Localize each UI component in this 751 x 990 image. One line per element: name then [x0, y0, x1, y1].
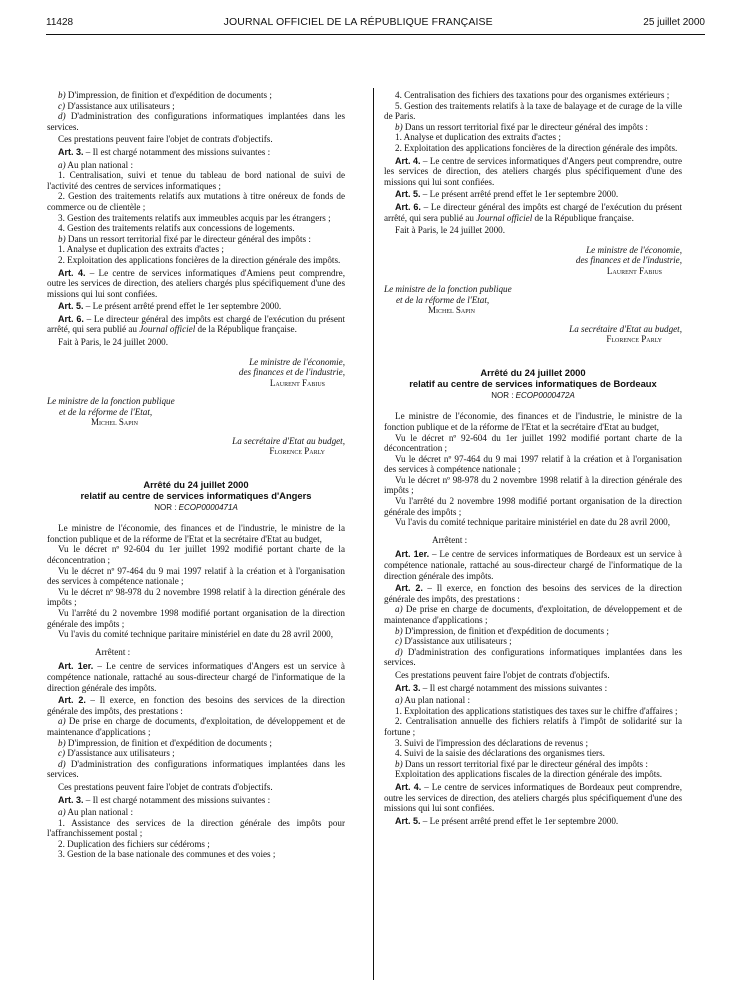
article-2: Art. 2. – Il exerce, en fonction des besoins des services de la direction générale des impôts, des prestations :	[47, 695, 345, 716]
signature-block: Le ministre de la fonction publique et de la réforme de l'Etat, Michel Sapin	[384, 284, 512, 316]
signature-block: La secrétaire d'Etat au budget, Florence Parly	[232, 435, 345, 457]
paragraph: Ces prestations peuvent faire l'objet de contrats d'objectifs.	[58, 781, 273, 792]
paragraph: a) De prise en charge de documents, d'exploitation, de développement et de maintenance d'applications ;	[384, 604, 683, 625]
paragraph: d) D'administration des configurations informatiques implantées dans les services.	[47, 758, 345, 780]
paragraph: a) Au plan national :	[395, 695, 471, 706]
signature-block: Le ministre de la fonction publique et de la réforme de l'Etat, Michel Sapin	[47, 396, 175, 428]
article-6: Art. 6. – Le directeur général des impôts est chargé de l'exécution du présent arrêté, qui sera publié au Journal officiel de la République française.	[384, 201, 682, 223]
visa: Vu le décret nº 97-464 du 9 mai 1997 relatif à la création et à l'organisation des services à compétence nationale ;	[47, 565, 345, 587]
paragraph: 2. Centralisation annuelle des fichiers relatifs à l'impôt de solidarité sur la fortune ;	[384, 716, 682, 737]
paragraph: 4. Suivi de la saisie des déclarations des organismes tiers.	[395, 748, 605, 759]
preamble: Le ministre de l'économie, des finances et de l'industrie, le ministre de la fonction publique et de la réforme de l'Etat et la secrétaire d'Etat au budget,	[384, 411, 682, 432]
arretent: Arrêtent :	[432, 534, 468, 545]
column-divider	[373, 88, 374, 980]
paragraph: 3. Suivi de l'impression des déclarations de revenus ;	[395, 737, 588, 748]
paragraph: 2. Exploitation des applications foncières de la direction générale des impôts.	[395, 142, 678, 153]
paragraph: a) De prise en charge de documents, d'exploitation, de développement et de maintenance d'applications ;	[47, 716, 346, 737]
paragraph: b) Dans un ressort territorial fixé par le directeur général des impôts :	[58, 233, 311, 244]
paragraph: a) Au plan national :	[58, 807, 134, 818]
paragraph: b) Dans un ressort territorial fixé par le directeur général des impôts :	[395, 758, 648, 769]
visa: Vu le décret nº 98-978 du 2 novembre 1998 relatif à la direction générale des impôts ;	[384, 474, 682, 496]
paragraph: 2. Exploitation des applications foncières de la direction générale des impôts.	[58, 254, 341, 265]
visa: Vu l'avis du comité technique paritaire ministériel en date du 28 avril 2000,	[58, 629, 334, 640]
fait-a-paris: Fait à Paris, le 24 juillet 2000.	[395, 225, 505, 236]
article-5: Art. 5. – Le présent arrêté prend effet le 1er septembre 2000.	[395, 815, 619, 826]
article-4: Art. 4. – Le centre de services informatiques d'Amiens peut comprendre, outre les services de direction, des ateliers chargés plus spécifiquement d'une des missions qui lui sont confiées.	[47, 267, 345, 299]
paragraph: c) D'assistance aux utilisateurs ;	[58, 100, 175, 111]
paragraph: 4. Gestion des traitements relatifs aux concessions de logements.	[58, 223, 295, 234]
signature-block: Le ministre de l'économie, des finances et de l'industrie, Laurent Fabius	[238, 356, 345, 388]
article-3: Art. 3. – Il est chargé notamment des missions suivantes :	[395, 682, 608, 693]
paragraph: d) D'administration des configurations informatiques implantées dans les services.	[47, 111, 345, 132]
article-3: Art. 3. – Il est chargé notamment des missions suivantes :	[58, 146, 271, 157]
paragraph: c) D'assistance aux utilisateurs ;	[395, 636, 512, 647]
visa: Vu le décret nº 98-978 du 2 novembre 1998 relatif à la direction générale des impôts ;	[47, 586, 345, 608]
visa: Vu le décret nº 97-464 du 9 mai 1997 relatif à la création et à l'organisation des services à compétence nationale ;	[384, 453, 682, 475]
article-2: Art. 2. – Il exerce, en fonction des besoins des services de la direction générale des impôts, des prestations :	[384, 583, 682, 604]
journal-title: JOURNAL OFFICIEL DE LA RÉPUBLIQUE FRANÇAISE	[223, 16, 493, 28]
paragraph: 4. Centralisation des fichiers des taxations pour des organismes extérieurs ;	[395, 90, 670, 100]
visa: Vu l'avis du comité technique paritaire ministériel en date du 28 avril 2000,	[395, 517, 671, 528]
paragraph: 1. Analyse et duplication des extraits d'actes ;	[58, 244, 224, 255]
paragraph: b) Dans un ressort territorial fixé par le directeur général des impôts :	[395, 121, 648, 132]
paragraph: 1. Assistance des services de la direction générale des impôts pour l'affranchissement postal ;	[47, 817, 345, 839]
paragraph: Ces prestations peuvent faire l'objet de contrats d'objectifs.	[58, 134, 273, 145]
arrete-heading: Arrêté du 24 juillet 2000 relatif au centre de services informatiques d'Angers NOR : ECOP0000471A	[80, 478, 312, 512]
paragraph: 1. Exploitation des applications statistiques des taxes sur le chiffre d'affaires ;	[395, 705, 678, 716]
visa: Vu le décret nº 92-604 du 1er juillet 1992 modifié portant charte de la déconcentration ;	[384, 432, 682, 454]
paragraph: Ces prestations peuvent faire l'objet de contrats d'objectifs.	[395, 669, 610, 680]
paragraph: 1. Analyse et duplication des extraits d'actes ;	[395, 132, 561, 143]
paragraph: d) D'administration des configurations informatiques implantées dans les services.	[384, 646, 682, 668]
visa: Vu l'arrêté du 2 novembre 1998 modifié portant organisation de la direction générale des impôts ;	[47, 608, 345, 629]
header-rule	[46, 34, 705, 35]
article-1: Art. 1er. – Le centre de services informatiques de Bordeaux est un service à compétence nationale, rattaché au sous-directeur chargé de l'informatique de la direction générale des impôts.	[384, 549, 682, 581]
article-5: Art. 5. – Le présent arrêté prend effet le 1er septembre 2000.	[395, 189, 619, 200]
paragraph: b) D'impression, de finition et d'expédition de documents ;	[58, 90, 272, 100]
page-number: 11428	[46, 17, 74, 28]
paragraph: 5. Gestion des traitements relatifs à la taxe de balayage et de curage de la ville de Paris.	[384, 100, 682, 122]
arretent: Arrêtent :	[95, 646, 131, 657]
article-4: Art. 4. – Le centre de services informatiques d'Angers peut comprendre, outre les services de direction, des ateliers chargés plus spécifiquement d'une des missions qui lui sont confiées.	[384, 155, 682, 187]
signature-block: La secrétaire d'Etat au budget, Florence Parly	[569, 323, 682, 345]
page-header	[46, 16, 705, 32]
paragraph: a) Au plan national :	[58, 159, 134, 170]
paragraph: 2. Duplication des fichiers sur cédéroms ;	[58, 838, 210, 849]
paragraph: 1. Centralisation, suivi et tenue du tableau de bord national de suivi de l'activité des centres de services informatiques ;	[47, 170, 345, 191]
fait-a-paris: Fait à Paris, le 24 juillet 2000.	[58, 337, 168, 348]
article-5: Art. 5. – Le présent arrêté prend effet le 1er septembre 2000.	[58, 301, 282, 312]
right-column	[384, 90, 682, 826]
preamble: Le ministre de l'économie, des finances et de l'industrie, le ministre de la fonction publique et de la réforme de l'Etat et la secrétaire d'Etat au budget,	[47, 523, 345, 544]
article-1: Art. 1er. – Le centre de services informatiques d'Angers est un service à compétence nationale, rattaché au sous-directeur chargé de l'informatique de la direction générale des impôts.	[47, 661, 345, 693]
paragraph: 2. Gestion des traitements relatifs aux mutations à titre onéreux de fonds de commerce ou de clientèle ;	[47, 191, 345, 212]
paragraph: Exploitation des applications fiscales de la direction générale des impôts.	[395, 769, 663, 780]
article-6: Art. 6. – Le directeur général des impôts est chargé de l'exécution du présent arrêté, qui sera publié au Journal officiel de la République française.	[47, 313, 345, 335]
arrete-heading: Arrêté du 24 juillet 2000 relatif au centre de services informatiques de Bordeaux NOR : ECOP0000472A	[409, 366, 657, 400]
article-3: Art. 3. – Il est chargé notamment des missions suivantes :	[58, 794, 271, 805]
paragraph: 3. Gestion de la base nationale des communes et des voies ;	[58, 849, 276, 860]
issue-date: 25 juillet 2000	[643, 17, 705, 28]
visa: Vu l'arrêté du 2 novembre 1998 modifié portant organisation de la direction générale des impôts ;	[384, 496, 682, 517]
paragraph: 3. Gestion des traitements relatifs aux immeubles acquis par les étrangers ;	[58, 212, 331, 223]
paragraph: b) D'impression, de finition et d'expédition de documents ;	[58, 737, 272, 748]
paragraph: c) D'assistance aux utilisateurs ;	[58, 748, 175, 759]
visa: Vu le décret nº 92-604 du 1er juillet 1992 modifié portant charte de la déconcentration ;	[47, 544, 345, 566]
signature-block: Le ministre de l'économie, des finances et de l'industrie, Laurent Fabius	[575, 244, 682, 276]
paragraph: b) D'impression, de finition et d'expédition de documents ;	[395, 625, 609, 636]
left-column	[47, 90, 345, 860]
article-4: Art. 4. – Le centre de services informatiques de Bordeaux peut comprendre, outre les services de direction, des ateliers chargés plus spécifiquement d'une des missions qui lui sont confiées.	[384, 781, 683, 814]
